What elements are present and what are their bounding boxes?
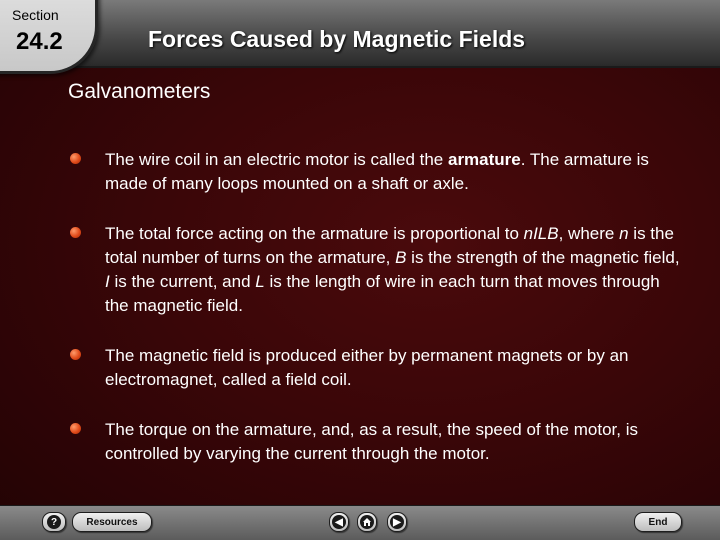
bullet-italic: n: [619, 224, 629, 243]
section-label: Section: [12, 7, 59, 23]
bullet-item: [70, 418, 682, 466]
bullet-italic: L: [255, 272, 265, 291]
bullet-italic: nILB: [523, 224, 559, 243]
bullet-italic: B: [395, 248, 407, 267]
bullet-text: . The armature is made of many loops mounted on a shaft or axle.: [105, 150, 649, 193]
help-icon: ?: [47, 515, 61, 529]
bullet-icon: [70, 227, 81, 238]
slide-title: Forces Caused by Magnetic Fields: [148, 26, 526, 52]
section-number: 24.2: [16, 28, 63, 55]
bullet-item: [70, 344, 682, 392]
bullet-text: The torque on the armature, and, as a result, the speed of the motor, is controlled by varying the current through the motor.: [105, 420, 638, 463]
bullet-icon: [70, 153, 81, 164]
resources-button[interactable]: [72, 512, 152, 532]
bullet-text: The wire coil in an electric motor is called the: [105, 150, 448, 169]
home-button[interactable]: [357, 512, 377, 532]
subheading: Galvanometers: [68, 80, 211, 103]
end-button[interactable]: [634, 512, 682, 532]
bullet-text: is the current, and: [109, 272, 256, 291]
bullet-italic: I: [105, 272, 110, 291]
bullet-list: [70, 148, 682, 492]
arrow-left-icon: ◀: [332, 515, 346, 529]
arrow-right-icon: ▶: [390, 515, 404, 529]
next-button[interactable]: [387, 512, 407, 532]
bullet-text: , where: [558, 224, 620, 243]
bullet-text: is the length of wire in each turn that moves through the magnetic field.: [105, 272, 660, 315]
bullet-item: [70, 222, 682, 318]
bullet-text: is the strength of the magnetic field,: [406, 248, 680, 267]
help-button[interactable]: [42, 512, 66, 532]
bullet-icon: [70, 349, 81, 360]
previous-button[interactable]: [329, 512, 349, 532]
resources-label: Resources: [86, 516, 138, 528]
house-icon: [360, 515, 374, 529]
bullet-text: is the total number of turns on the armature,: [105, 224, 674, 267]
bullet-item: [70, 148, 682, 196]
bullet-icon: [70, 423, 81, 434]
end-label: End: [648, 516, 668, 528]
bullet-text: The magnetic field is produced either by permanent magnets or by an electromagnet, called a field coil.: [105, 346, 629, 389]
bullet-bold-term: armature: [447, 150, 521, 169]
bullet-text: The total force acting on the armature is proportional to: [105, 224, 524, 243]
